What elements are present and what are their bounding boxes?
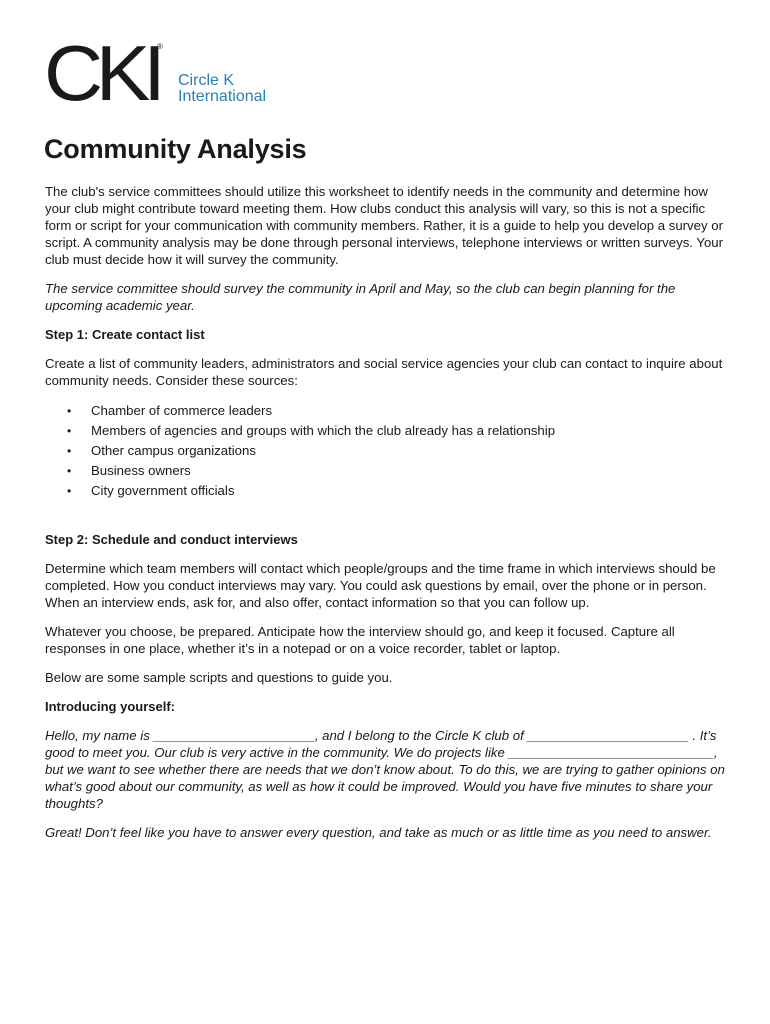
bullet-icon: •	[67, 484, 72, 498]
step1-heading: Step 1: Create contact list	[45, 327, 205, 342]
list-item	[45, 481, 735, 501]
step2-heading: Step 2: Schedule and conduct interviews	[45, 532, 298, 547]
bullet-icon: •	[67, 404, 72, 418]
list-item	[45, 441, 735, 461]
source-text: Business owners	[91, 463, 191, 478]
step2-body-2: Whatever you choose, be prepared. Anticipate how the interview should go, and keep it focused. Capture all responses in one place, whether it’s in a notepad or on a voice recorder, tablet or laptop.	[45, 624, 675, 656]
bullet-icon: •	[67, 424, 72, 438]
introduction-script: Hello, my name is ______________________, and I belong to the Circle K club of ______________________ . It’s good to meet you. Our club is very active in the community. We do projects like ____________________________, but we want to see whether there are needs that we don’t know about. To do this, we are trying to gather opinions on what’s good about our community, as well as how it could be improved. Would you have five minutes to share your thoughts?	[45, 728, 725, 811]
logo-name-line2: International	[178, 88, 267, 105]
step2-body-1: Determine which team members will contact which people/groups and the time frame in which interviews should be completed. How you conduct interviews may vary. You could ask questions by email, over the phone or in person. When an interview ends, ask for, and also offer, contact information so that you can follow up.	[45, 561, 716, 610]
spacer	[45, 501, 735, 531]
cki-logo	[44, 29, 267, 117]
step1-body: Create a list of community leaders, administrators and social service agencies your club can contact to inquire about community needs. Consider these sources:	[45, 356, 723, 388]
logo-wordmark	[178, 73, 266, 105]
source-text: Members of agencies and groups with which the club already has a relationship	[91, 423, 556, 438]
source-text: Chamber of commerce leaders	[91, 403, 273, 418]
logo-mark: CKI	[44, 29, 159, 117]
logo-name-line1: Circle K	[178, 72, 235, 89]
timing-note: The service committee should survey the community in April and May, so the club can begin planning for the upcoming academic year.	[45, 281, 676, 313]
page-title: Community Analysis	[44, 134, 307, 164]
list-item	[45, 461, 735, 481]
registered-mark: ®	[157, 42, 163, 51]
bullet-icon: •	[67, 464, 72, 478]
followup-script: Great! Don’t feel like you have to answer every question, and take as much or as little time as you need to answer.	[45, 825, 712, 840]
document-body	[45, 183, 735, 853]
bullet-icon: •	[67, 444, 72, 458]
list-item	[45, 401, 735, 421]
source-text: Other campus organizations	[91, 443, 256, 458]
intro-paragraph: The club's service committees should utilize this worksheet to identify needs in the community and determine how your club might contribute toward meeting them. How clubs conduct this analysis will vary, so this is not a specific form or script for your communication with community members. Rather, it is a guide to help you develop a survey or script. A community analysis may be done through personal interviews, telephone interviews or written surveys. Your club must decide how it will survey the community.	[45, 184, 724, 267]
introducing-heading: Introducing yourself:	[45, 699, 175, 714]
source-text: City government officials	[91, 483, 235, 498]
step2-body-3: Below are some sample scripts and questions to guide you.	[45, 670, 393, 685]
list-item	[45, 421, 735, 441]
sources-list	[45, 401, 735, 501]
